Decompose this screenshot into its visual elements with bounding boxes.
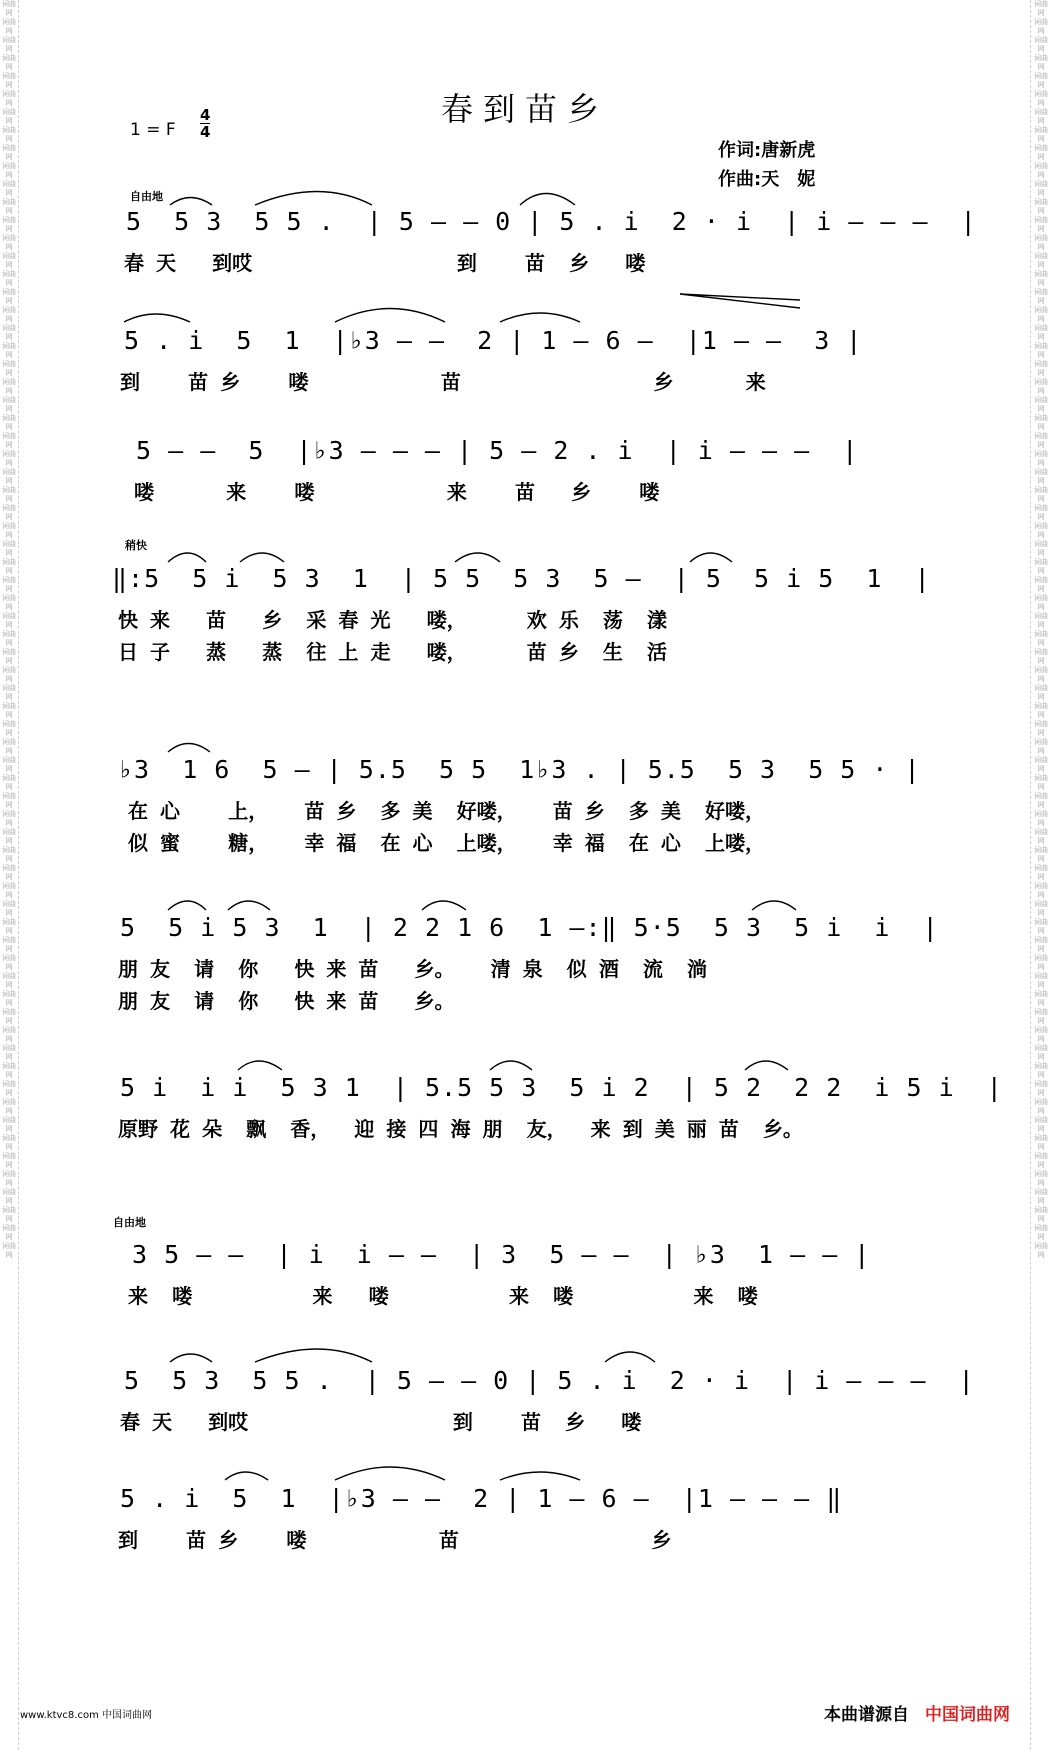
footer-attribution [824,1700,1010,1725]
slur [170,198,212,206]
lyric-row: 似 蜜 糖， 幸 福 在 心 上喽， 幸 福 在 心 上喽， [128,831,765,855]
notation-row: ‖:5 5 i 5 3 1 | 5 5 5 3 5 — | 5 5 i 5 1 | [112,564,931,593]
notation-row: 5 5 3 5 5 . | 5 — — 0 | 5 . i 2 · i | i — — — | [124,1366,975,1395]
slur [605,1352,655,1362]
slur [455,553,500,562]
lyric-row: 原野 花 朵 飘 香， 迎 接 四 海 朋 友， 来 到 美 丽 苗 乡。 [118,1117,803,1141]
notation-row: 5 . i 5 1 |♭3 — — 2 | 1 — 6 — |1 — — 3 | [124,326,863,355]
slur [752,901,796,910]
tempo-mark-free-2: 自由地 [113,1216,146,1229]
slur [238,1061,282,1070]
lyric-row: 快 来 苗 乡 采 春 光 喽， 欢 乐 荡 漾 [118,608,667,632]
slur [168,553,206,562]
song-title: 春到苗乡 [440,90,609,128]
tempo-mark-faster: 稍快 [125,539,147,552]
slur [168,901,206,910]
lyric-row: 来 喽 来 喽 来 喽 来 喽 [128,1284,758,1308]
slur [335,309,445,323]
slur [422,901,466,910]
slur [335,1467,445,1480]
slur [124,314,190,322]
lyric-row: 在 心 上， 苗 乡 多 美 好喽， 苗 乡 多 美 好喽， [128,799,765,823]
slur [690,553,732,562]
slur [255,192,372,206]
notation-row: 5 5 3 5 5 . | 5 — — 0 | 5 . i 2 · i | i — — — | [126,207,977,236]
footer-label: 本曲谱源自 [824,1705,909,1725]
lyric-row: 到 苗 乡 喽 苗 乡 来 [120,370,766,394]
lyric-row: 到 苗 乡 喽 苗 乡 [118,1528,672,1552]
slur [225,1472,268,1480]
footer-source-url: www.ktvc8.com 中国词曲网 [20,1710,153,1721]
lyric-row: 朋 友 请 你 快 来 苗 乡。 清 泉 似 酒 流 淌 [118,957,707,981]
slur [500,313,580,322]
slur [490,1061,532,1070]
lyric-row: 朋 友 请 你 快 来 苗 乡。 [118,989,455,1013]
watermark-text: 词曲网 词曲网 词曲网 词曲网 词曲网 词曲网 词曲网 词曲网 词曲网 词曲网 词曲网 词曲网 词曲网 词曲网 词曲网 词曲网 词曲网 词曲网 词曲网 词曲网 词曲网 词曲网 词曲网 词曲网 词曲网 词曲网 词曲网 词曲网 词曲网 词曲网 词曲网 词曲网 词曲网 词曲网 词曲网 词曲网 词曲网 词曲网 词曲网 词曲网 词曲网 词曲网 词曲网 词曲网 词曲网 词曲网 词曲网 词曲网 词曲网 词曲网 词曲网 词曲网 词曲网 词曲网 词曲网 词曲网 词曲网 词曲网 词曲网 词曲网 词曲网 词曲网 词曲网 词曲网 词曲网 词曲网 词曲网 词曲网 词曲网 词曲网 [2,0,16,1259]
slur [170,1354,212,1362]
slur [240,553,284,562]
notation-row: 5 i i i 5 3 1 | 5.5 5 3 5 i 2 | 5 2 2 2 i 5 i | [120,1073,1003,1102]
tempo-mark-free: 自由地 [130,190,163,203]
lyric-row: 春 天 到哎 到 苗 乡 喽 [124,251,646,275]
slur [520,194,575,206]
notation-row: 5 — — 5 |♭3 — — — | 5 — 2 . i | i — — — | [136,436,859,465]
lyric-row: 春 天 到哎 到 苗 乡 喽 [120,1410,642,1434]
notation-row: 5 . i 5 1 |♭3 — — 2 | 1 — 6 — |1 — — — ‖ [120,1484,843,1513]
time-denominator: 4 [200,123,211,141]
slur [745,1061,788,1070]
footer-brand: 中国词曲网 [925,1705,1010,1725]
notation-row: 5 5 i 5 3 1 | 2 2 1 6 1 —:‖ 5·5 5 3 5 i i | [120,913,939,942]
lyric-row: 日 子 蒸 蒸 往 上 走 喽， 苗 乡 生 活 [118,640,667,664]
notation-row: ♭3 1 6 5 — | 5.5 5 5 1♭3 . | 5.5 5 3 5 5 · | [118,755,921,784]
lyric-row: 喽 来 喽 来 苗 乡 喽 [134,480,660,504]
key-signature: 1 = F [130,120,176,140]
slur [168,744,210,753]
slur [680,294,800,308]
slur [228,901,270,910]
slur [255,1349,372,1362]
slur [500,1472,580,1480]
time-numerator: 4 [200,106,211,124]
notation-row: 3 5 — — | i i — — | 3 5 — — | ♭3 1 — — | [132,1240,871,1269]
composer-credit: 作曲:天 妮 [718,169,816,190]
lyricist-credit: 作词:唐新虎 [718,140,816,161]
watermark-text: 词曲网 词曲网 词曲网 词曲网 词曲网 词曲网 词曲网 词曲网 词曲网 词曲网 词曲网 词曲网 词曲网 词曲网 词曲网 词曲网 词曲网 词曲网 词曲网 词曲网 词曲网 词曲网 词曲网 词曲网 词曲网 词曲网 词曲网 词曲网 词曲网 词曲网 词曲网 词曲网 词曲网 词曲网 词曲网 词曲网 词曲网 词曲网 词曲网 词曲网 词曲网 词曲网 词曲网 词曲网 词曲网 词曲网 词曲网 词曲网 词曲网 词曲网 词曲网 词曲网 词曲网 词曲网 词曲网 词曲网 词曲网 词曲网 词曲网 词曲网 词曲网 词曲网 词曲网 词曲网 词曲网 词曲网 词曲网 词曲网 词曲网 词曲网 [1034,0,1048,1259]
